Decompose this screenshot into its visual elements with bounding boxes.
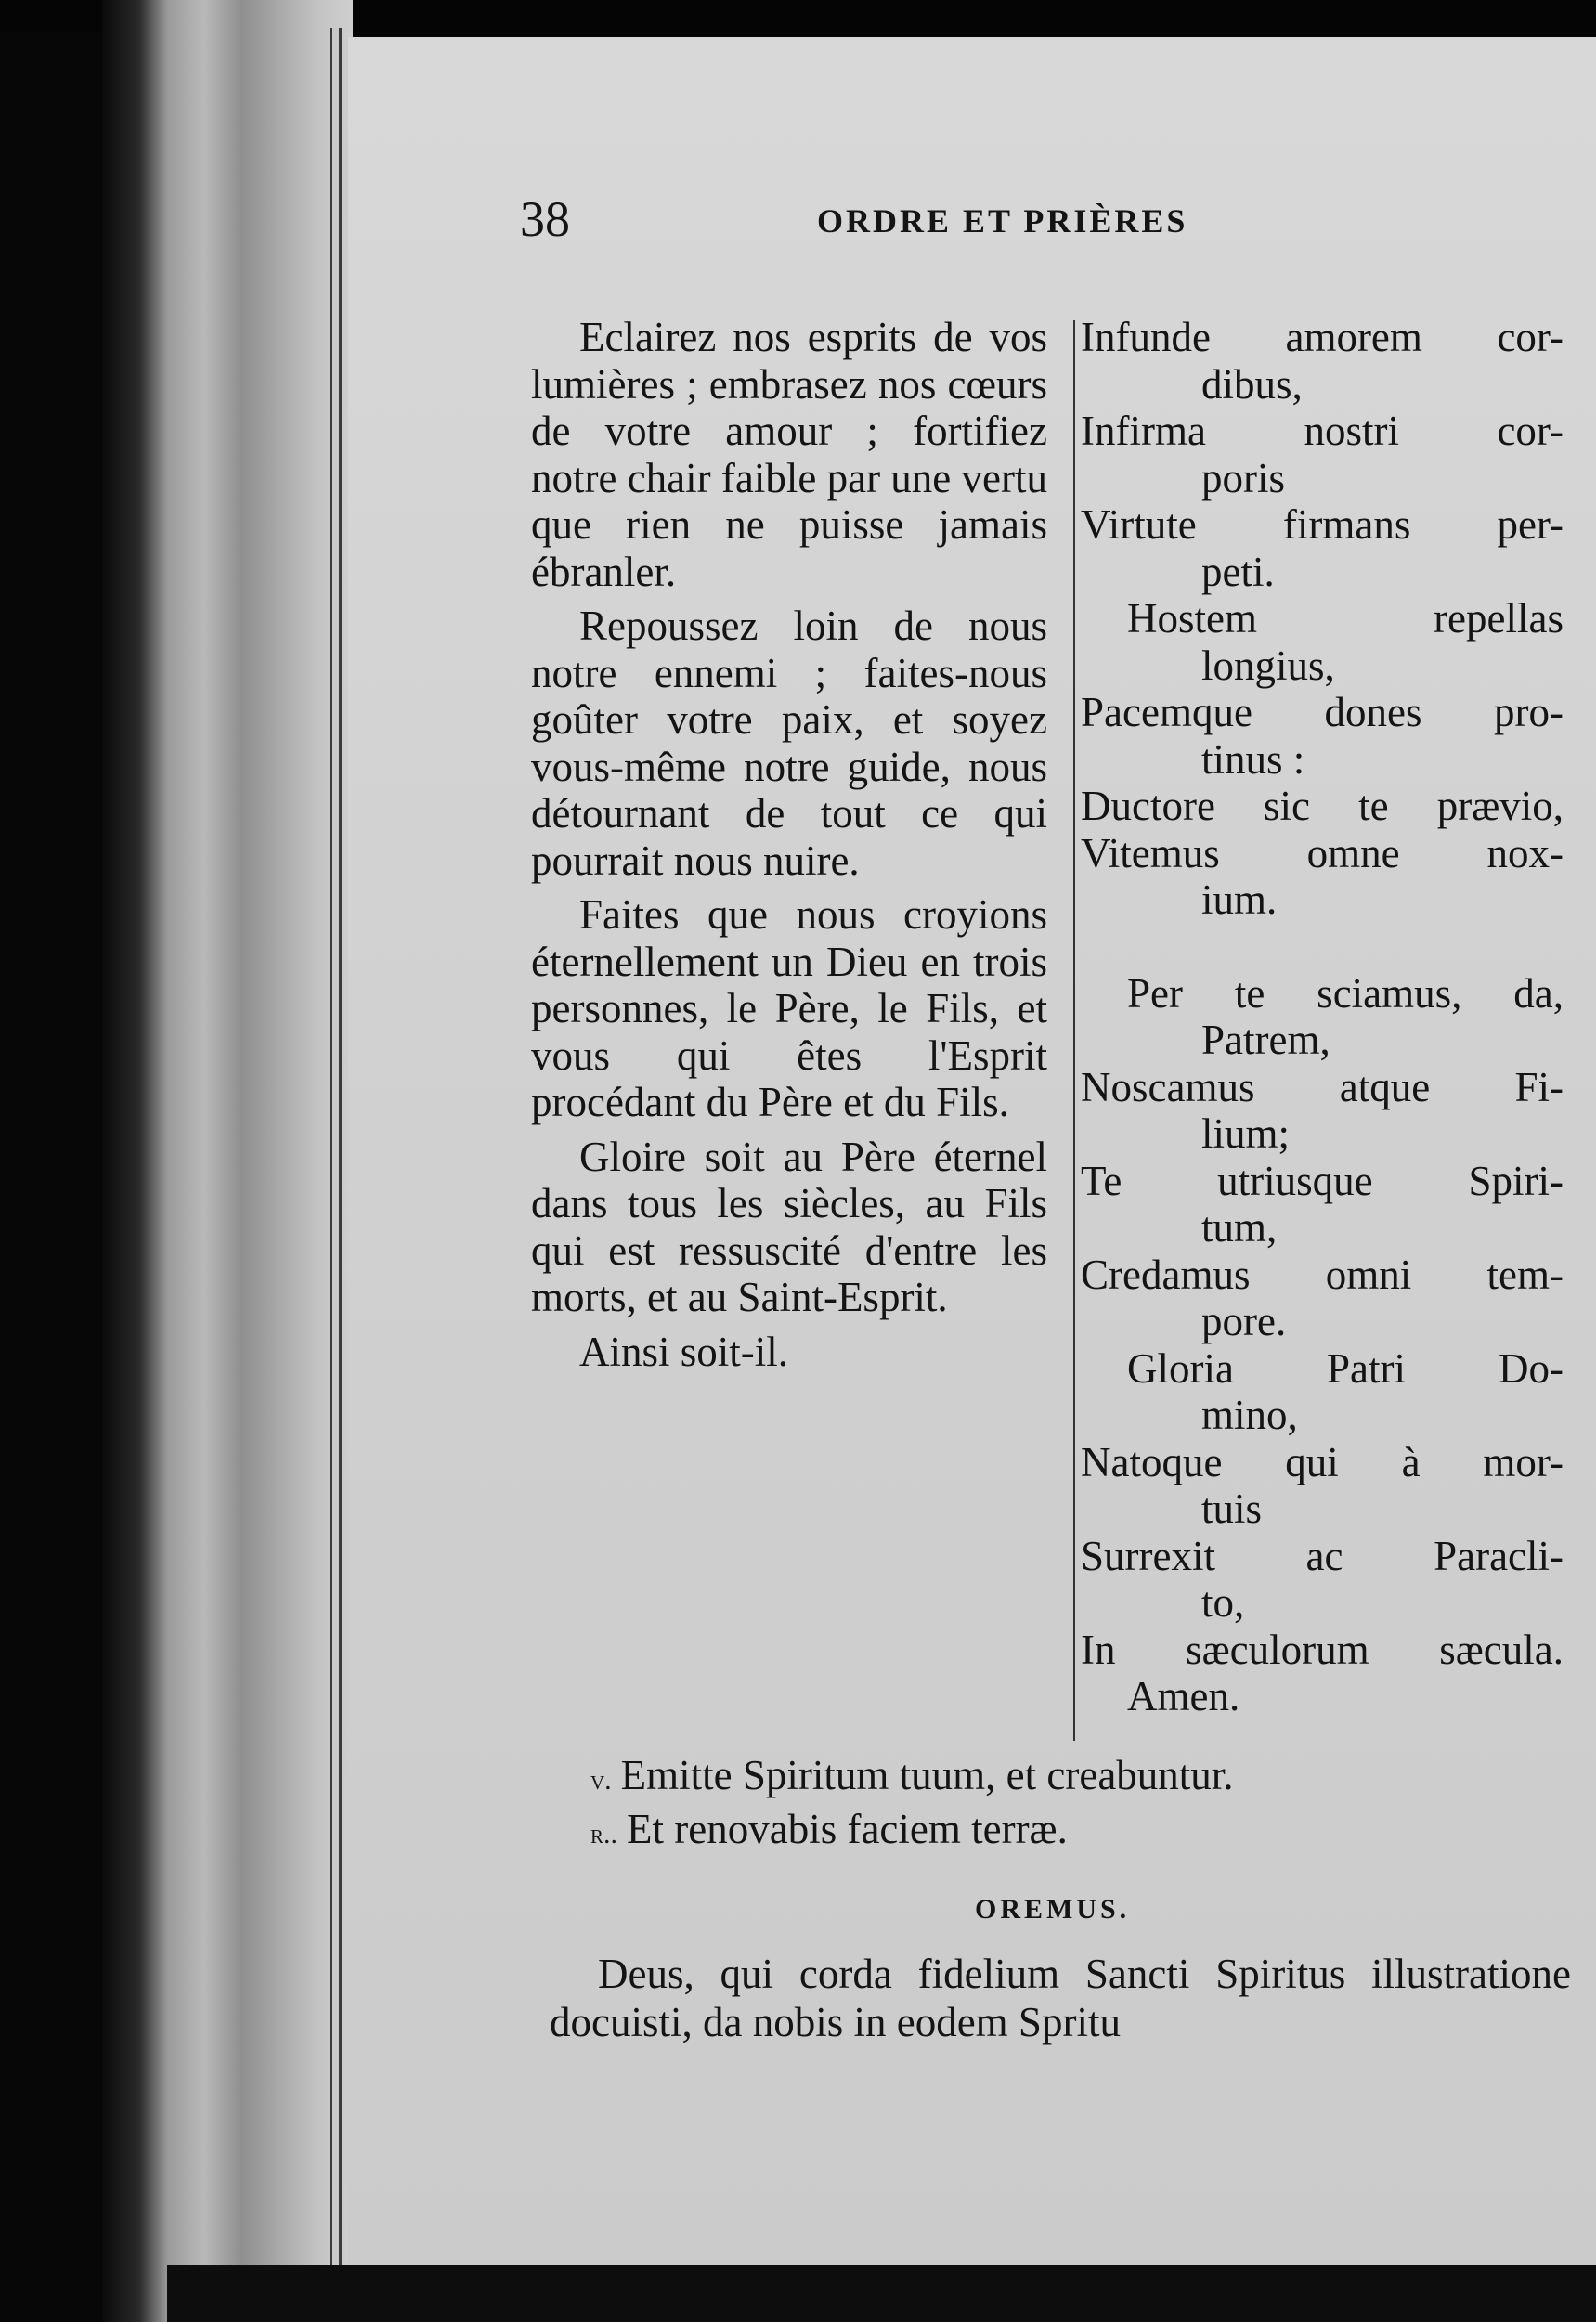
verse-line: Virtute firmans per- [1081,501,1564,548]
book-page-edges [102,0,353,2322]
verse-line: mino, [1201,1392,1298,1438]
french-paragraph: Faites que nous croyions éternellement un Dieu en trois personnes, le Père, le Fils, et vous qui êtes l'Esprit procédant du Père et du Fils. [531,891,1047,1125]
french-paragraph: Repoussez loin de nous notre ennemi ; faites-nous goûter votre paix, et soyez vous-même notre guide, nous détournant de tout ce qui pourrait nous nuire. [531,603,1047,884]
verse-line: lium; [1201,1110,1291,1157]
verse-line: Amen. [1127,1673,1240,1719]
latin-stanza [1081,314,1564,924]
latin-stanza [1081,970,1564,1720]
french-column [531,314,1047,1375]
verse-line: to, [1201,1579,1245,1626]
response-text: Et renovabis faciem terræ. [627,1806,1068,1852]
verse-line: Infunde amorem cor- [1081,314,1564,360]
versicle-mark: v. [590,1765,612,1796]
verse-line: Surrexit ac Paracli- [1081,1532,1564,1579]
prayer-text: Deus, qui corda fidelium Sancti Spiritus illustratione docuisti, da nobis in eodem Spritu [550,1951,1571,2045]
versicle-text: Emitte Spiritum tuum, et creabuntur. [620,1752,1234,1798]
verse-line: tuis [1201,1485,1263,1532]
verse-line: Natoque qui à mor- [1081,1438,1564,1485]
latin-column [1081,314,1564,1720]
verse-line: ium. [1201,876,1278,923]
verse-line: Hostem repellas [1127,595,1564,642]
verse-line: longius, [1201,642,1335,689]
verse-line: Te utriusque Spiri- [1081,1157,1564,1204]
verse-line: dibus, [1201,360,1303,408]
french-paragraph: Gloire soit au Père éternel dans tous les siècles, au Fils qui est ressuscité d'entre les morts, et au Saint-Esprit. [531,1133,1047,1320]
oremus-heading: OREMUS. [975,1894,1131,1925]
verse-line: Ductore sic te prævio, [1081,783,1564,829]
verse-line: pore. [1201,1298,1287,1344]
verse-line: In sæculorum sæcula. [1081,1626,1564,1673]
verse-line: Per te sciamus, da, [1127,969,1564,1017]
page-header-title: ORDRE ET PRIÈRES [817,202,1188,240]
french-paragraph: Eclairez nos esprits de vos lumières ; embrasez nos cœurs de votre amour ; fortifiez notre chair faible par une vertu que rien ne puisse jamais ébranler. [531,314,1047,595]
versicles [590,1751,1565,1859]
verse-line: tum, [1201,1204,1278,1251]
verse-line: Noscamus atque Fi- [1081,1063,1564,1110]
verse-line: peti. [1201,548,1275,595]
response-mark: r.. [590,1819,618,1849]
page-edge-line [339,28,342,2293]
french-paragraph: Ainsi soit-il. [579,1328,789,1375]
verse-line: poris [1201,454,1285,501]
running-head [520,190,1541,246]
verse-line: tinus : [1201,735,1305,783]
verse-line: Infirma nostri cor- [1081,408,1564,454]
page-number: 38 [520,191,570,247]
verse-line: Gloria Patri Do- [1127,1344,1564,1392]
verse-line: Vitemus omne nox- [1081,829,1564,876]
column-divider [1073,320,1075,1741]
verse-line: Pacemque dones pro- [1081,689,1564,735]
verse-line: Patrem, [1201,1017,1330,1063]
verse-line: Credamus omni tem- [1081,1251,1564,1298]
response-line [590,1805,1565,1859]
page-edge-line [330,28,332,2293]
versicle-line [590,1751,1565,1805]
oremus-prayer [550,1950,1571,2046]
scan-border-bottom [167,2265,1596,2322]
